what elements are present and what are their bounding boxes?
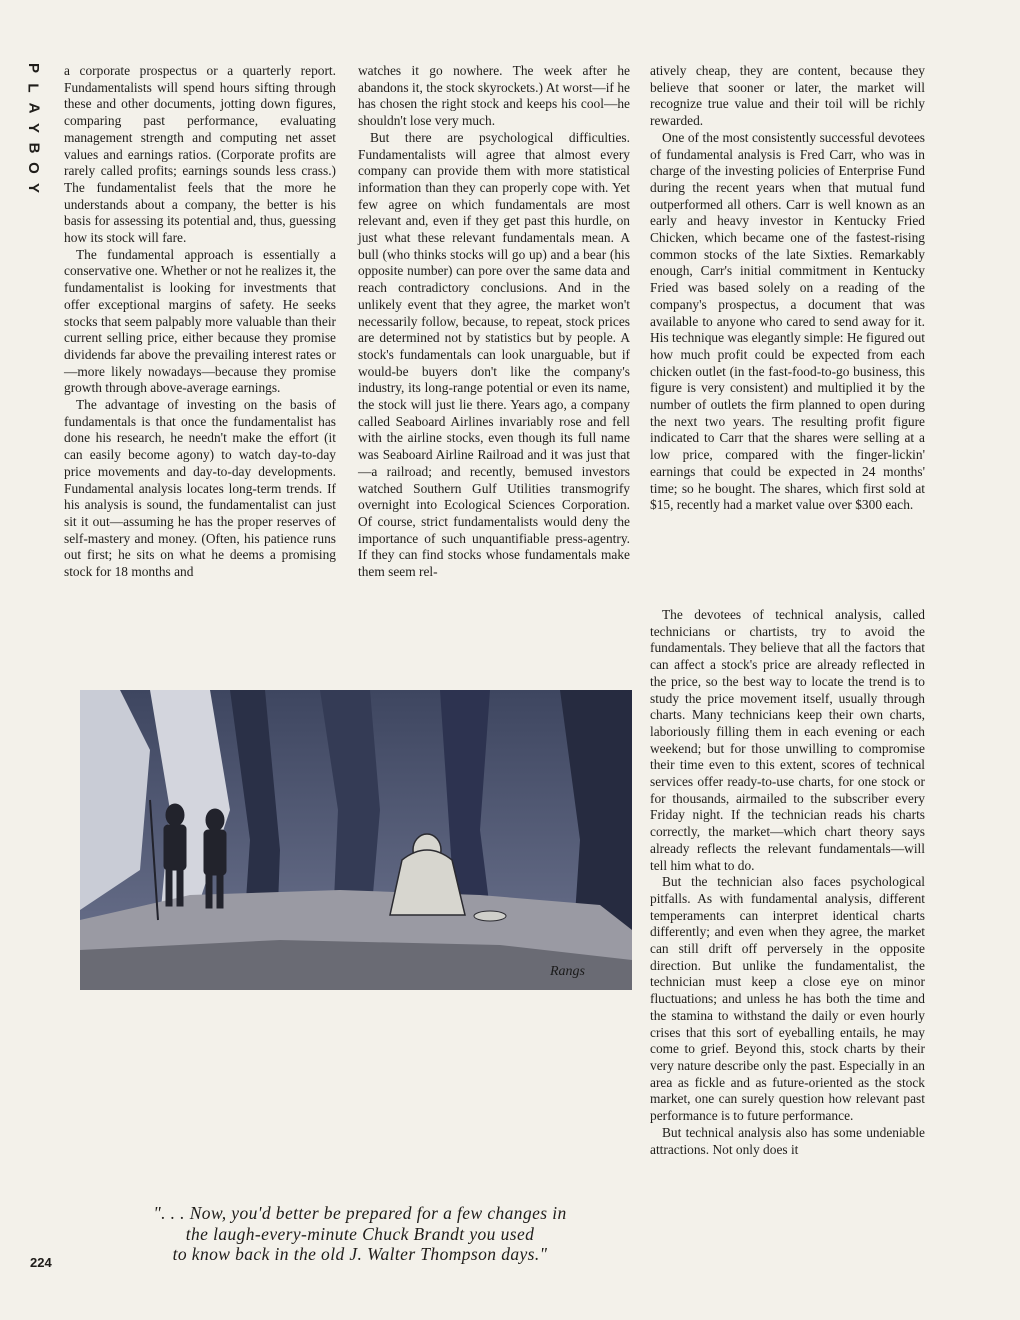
paragraph: atively cheap, they are content, because they believe that sooner or later, the market will recognize true value and their toil will be richly rewarded. — [650, 63, 925, 129]
paragraph: The fundamental approach is essentially a conservative one. Whether or not he realizes it, the fundamentalist is looking for investments that offer exceptional margins of safety. He seeks stocks that seem palpably more valuable than their current selling price, either because they promise dividends far above the prevailing interest rates or—more likely nowadays—because they promise growth through above-average earnings. — [64, 246, 336, 396]
article-column-1 — [64, 63, 336, 581]
cartoon-caption — [100, 1203, 620, 1265]
paragraph: The advantage of investing on the basis of fundamentals is that once the fundamentalist has done his research, he needn't make the effort (it can easily become agony) to watch day-to-day price movements and day-to-day developments. Fundamental analysis locates long-term trends. If his analysis is sound, the fundamentalist can just sit it out—assuming he has the proper reserves of self-mastery and money. (Often, his patience runs out first; he sits on what he deems a promising stock for 18 months and — [64, 397, 336, 580]
paragraph: a corporate prospectus or a quarterly report. Fundamentalists will spend hours sifting through these and other documents, jotting down figures, comparing past performance, evaluating management strength and computing net asset values and earnings ratios. (Corporate profits are rarely called profits; earnings sounds less crass.) The fundamentalist feels that the more he understands about a company, the better is his basis for assessing its potential and, thus, guessing how its stock will fare. — [64, 63, 336, 246]
paragraph: But there are psychological difficulties. Fundamentalists will agree that almost every company can provide them with more statistical information than they can properly cope with. Yet few agree on which fundamentals are most relevant and, even if they get past this hurdle, on just what these relevant fundamentals mean. A bull (who thinks stocks will go up) and a bear (his opposite number) can pore over the same data and reach contradictory conclusions. And in the unlikely event that they agree, the market won't necessarily follow, because, to repeat, stock prices are determined not by statistics but by people. A stock's fundamentals can look unarguable, but if would-be buyers don't like the company's industry, its long-range potential or even its name, the stock will just lie there. Years ago, a company called Seaboard Airlines invariably rose and fell with the airline stocks, even though its full name was Seaboard Airline Railroad and it was just that—a railroad; and recently, bemused investors watched Southern Gulf Utilities transmogrify overnight into Ecological Sciences Corporation. Of course, strict fundamentalists would deny the importance of such unquantifiable press-agentry. If they can find stocks whose fundamentals make them seem rel- — [358, 129, 630, 580]
logo-letter: Y — [24, 182, 42, 194]
logo-letter: P — [24, 62, 42, 74]
paragraph: But technical analysis also has some undeniable attractions. Not only does it — [650, 1124, 925, 1157]
paragraph: But the technician also faces psychological pitfalls. As with fundamental analysis, different temperaments can interpret identical charts differently; and even when they agree, the market can still drift off perversely in the opposite direction. But unlike the fundamentalist, the technician must keep a close eye on minor fluctuations; and unless he has both the time and the stamina to withstand the daily or even hourly crises that this sort of eyeballing entails, he may come to grief. Beyond this, stock charts by their very nature describe only the past. Especially in an area as fickle and as future-oriented as the stock market, one can surely question how relevant past performance is to future performance. — [650, 874, 925, 1124]
caption-line: to know back in the old J. Walter Thompson days." — [172, 1244, 548, 1264]
logo-letter: A — [25, 102, 42, 114]
cave-scene-drawing — [80, 690, 632, 990]
caption-line: ". . . Now, you'd better be prepared for a few changes in — [153, 1203, 567, 1223]
page-number: 224 — [30, 1255, 52, 1270]
cartoon-illustration — [80, 690, 632, 990]
paragraph: The devotees of technical analysis, called technicians or chartists, try to avoid the fundamentals. They believe that all the factors that can affect a stock's price are already reflected in the price, so the best way to locate the trend is to study the price movement itself, usually through charts. Many technicians keep their own charts, laboriously filling them in each evening or each weekend; but for those unwilling to compromise their time even to this extent, scores of technical services offer ready-to-use charts, for one stock or for thousands, airmailed to the subscriber every Friday night. If the technician reads his charts correctly, the market—which chart theory says already reflects the relevant fundamentals—will tell him what to do. — [650, 607, 925, 873]
magazine-spine-logo — [22, 58, 44, 198]
article-column-3-continued — [650, 607, 925, 1158]
artist-signature: Rangs — [550, 964, 585, 979]
logo-letter: O — [24, 162, 42, 174]
caption-line: the laugh-every-minute Chuck Brandt you used — [185, 1223, 535, 1244]
paragraph: watches it go nowhere. The week after he abandons it, the stock skyrockets.) At worst—if he has chosen the right stock and keeps his cool—he shouldn't lose very much. — [358, 63, 630, 129]
paragraph: One of the most consistently successful devotees of fundamental analysis is Fred Carr, who was in charge of the investing policies of Enterprise Fund during the recent years when that mutual fund outperformed all others. Carr is well known as an early and heavy investor in Kentucky Fried Chicken, which became one of the fastest-rising common stocks of the late Sixties. Remarkably enough, Carr's initial commitment in Kentucky Fried was based solely on a reading of the company's prospectus, a document that was available to anyone who cared to send away for it. His technique was elegantly simple: He figured out how much profit could be expected from each chicken outlet (in the fast-food-to-go business, this figure is very consistent) and multiplied it by the number of outlets the firm planned to open during the next two years. The resulting profit figure indicated to Carr that the shares were selling at a low price, compared with the finger-lickin' earnings that could be expected in 24 months' time; so he bought. The shares, which first sold at $15, recently had a market value over $300 each. — [650, 129, 925, 513]
article-column-2 — [358, 63, 630, 581]
logo-letter: Y — [24, 122, 42, 134]
logo-letter: L — [24, 83, 42, 93]
logo-letter: B — [25, 142, 42, 154]
article-column-3 — [650, 63, 925, 514]
